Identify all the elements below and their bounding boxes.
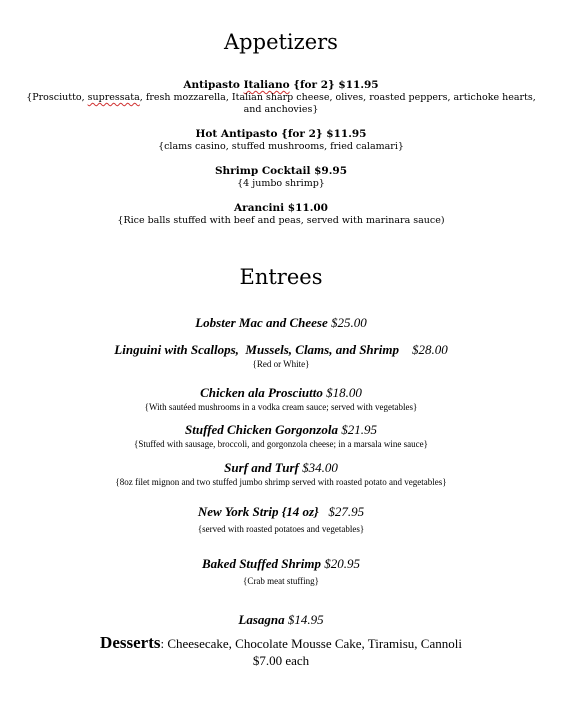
- appetizer-item: [20, 79, 542, 116]
- entree-price: $25.00: [331, 315, 367, 330]
- entree-price: $28.00: [411, 342, 448, 357]
- entree-name-line: [20, 422, 542, 438]
- appetizer-description: {clams casino, stuffed mushrooms, fried calamari}: [158, 141, 404, 152]
- entree-item: [20, 504, 542, 535]
- entree-name-line: [20, 556, 542, 572]
- entree-description: {With sautéed mushrooms in a vodka cream sauce; served with vegetables}: [144, 402, 418, 412]
- entree-price: $27.95: [328, 504, 365, 519]
- appetizers-heading: Appetizers: [224, 30, 338, 54]
- entree-name: Surf and Turf: [224, 460, 299, 475]
- appetizer-name: Arancini $11.00: [234, 202, 328, 214]
- entree-description: {Crab meat stuffing}: [243, 576, 319, 586]
- appetizer-name-part: Antipasto: [183, 79, 244, 91]
- appetizer-item: [20, 202, 542, 227]
- desserts-line: [20, 634, 542, 652]
- appetizer-desc-part: {Prosciutto,: [26, 92, 88, 103]
- appetizer-name: Shrimp Cocktail $9.95: [214, 165, 348, 177]
- desserts-heading: Desserts: [100, 633, 161, 652]
- entree-item: [20, 460, 542, 488]
- entree-description: {served with roasted potatoes and vegetables}: [197, 524, 365, 534]
- entrees-heading: Entrees: [239, 265, 323, 289]
- entree-price: $34.00: [302, 460, 338, 475]
- entree-price: $14.95: [287, 612, 324, 627]
- entree-name: Baked Stuffed Shrimp: [202, 556, 321, 571]
- entree-item: [20, 556, 542, 587]
- entree-name-line: [20, 504, 542, 520]
- entree-item: [20, 342, 542, 370]
- entree-price: $18.00: [326, 385, 362, 400]
- entree-name: Linguini with Scallops, Mussels, Clams, and Shrimp: [114, 342, 399, 357]
- appetizer-name-part: {for 2} $11.95: [289, 79, 379, 91]
- entree-name: New York Strip {14 oz}: [197, 504, 319, 519]
- appetizer-name-part: Italiano: [243, 79, 290, 91]
- entree-description: {8oz filet mignon and two stuffed jumbo shrimp served with roasted potato and vegetables}: [115, 477, 447, 487]
- entree-name-line: [20, 315, 542, 331]
- appetizer-name: [20, 79, 542, 92]
- entree-item: [20, 422, 542, 450]
- entree-item: [20, 385, 542, 413]
- desserts-list: : Cheesecake, Chocolate Mousse Cake, Tiramisu, Cannoli: [160, 636, 462, 651]
- desserts-price: $7.00 each: [252, 653, 310, 668]
- appetizer-description: {4 jumbo shrimp}: [237, 178, 325, 189]
- entree-name-line: [20, 385, 542, 401]
- entree-name-line: [20, 342, 542, 358]
- entree-name: Lasagna: [238, 612, 285, 627]
- entree-name-line: [20, 460, 542, 476]
- desserts-section: [20, 634, 542, 669]
- appetizer-item: [20, 128, 542, 153]
- appetizer-name: Hot Antipasto {for 2} $11.95: [195, 128, 367, 140]
- appetizer-description: {Rice balls stuffed with beef and peas, served with marinara sauce): [117, 215, 445, 226]
- entree-name: Lobster Mac and Cheese: [195, 315, 328, 330]
- appetizer-desc-part: supressata: [87, 92, 140, 103]
- entree-item: [20, 315, 542, 331]
- entree-price: $20.95: [324, 556, 360, 571]
- appetizer-description: [20, 92, 542, 116]
- appetizer-item: [20, 165, 542, 190]
- entree-description: {Red or White}: [252, 359, 310, 369]
- entree-description: {Stuffed with sausage, broccoli, and gorgonzola cheese; in a marsala wine sauce}: [134, 439, 428, 449]
- entree-name-line: [20, 612, 542, 628]
- appetizer-desc-part: , fresh mozzarella, Italian sharp cheese, olives, roasted peppers, artichoke hearts, and anchovies}: [139, 92, 536, 115]
- entree-name: Chicken ala Prosciutto: [200, 385, 323, 400]
- entree-name: Stuffed Chicken Gorgonzola: [185, 422, 338, 437]
- entree-price: $21.95: [341, 422, 377, 437]
- entree-item: [20, 612, 542, 628]
